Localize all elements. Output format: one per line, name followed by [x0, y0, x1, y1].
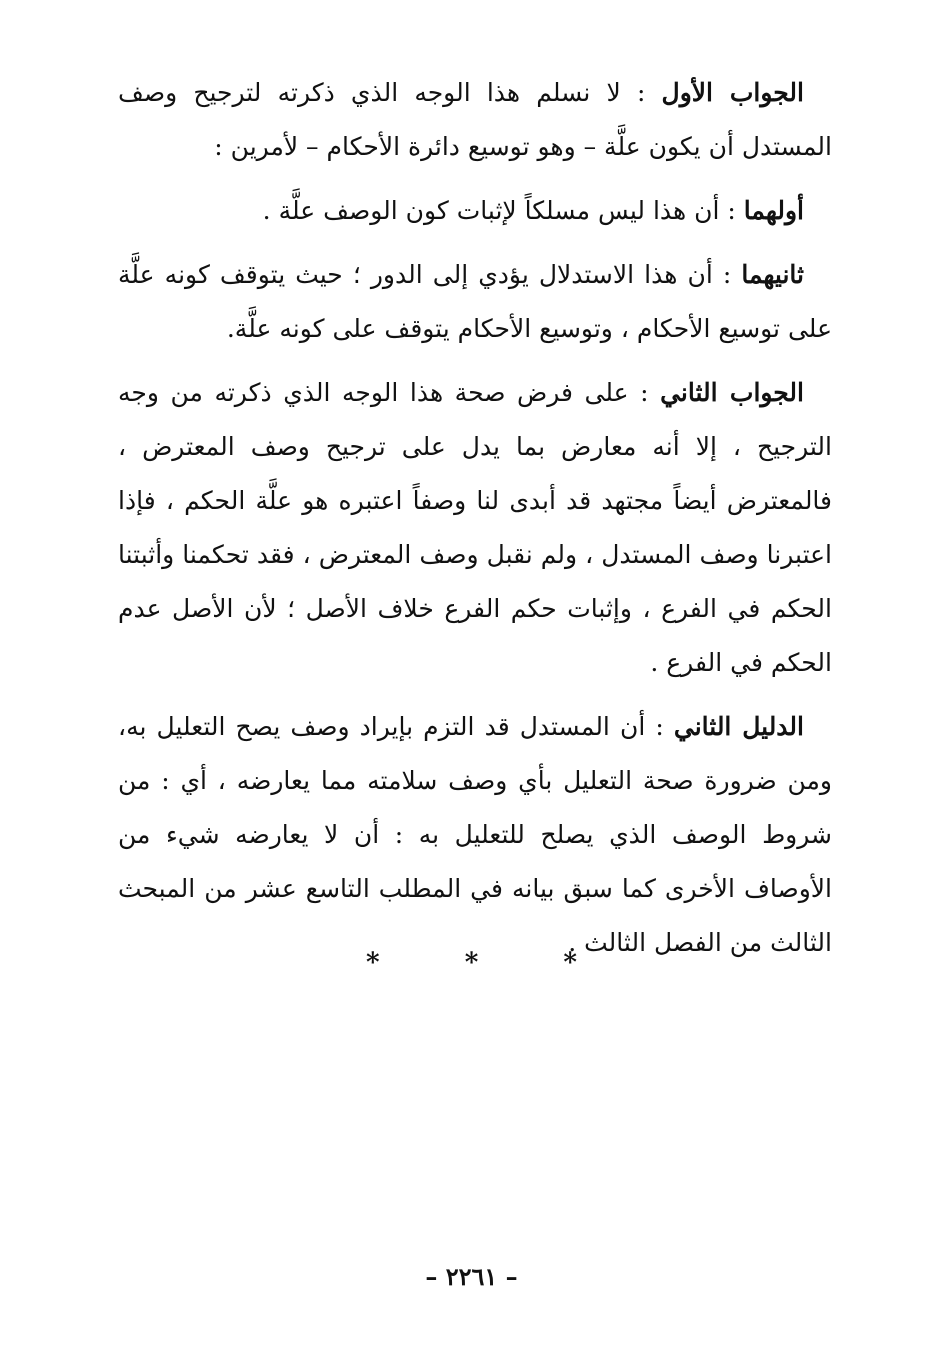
paragraph-heading: ثانيهما [741, 260, 804, 289]
paragraph-text: : أن هذا ليس مسلكاً لإثبات كون الوصف علَّة . [262, 196, 744, 225]
paragraph-text: : أن هذا الاستدلال يؤدي إلى الدور ؛ حيث يتوقف كونه علَّة على توسيع الأحكام ، وتوسيع الأحكام يتوقف على كونه علَّة. [118, 260, 832, 343]
page-body [118, 66, 832, 980]
paragraph-second-reason [118, 248, 832, 356]
paragraph-text: : أن المستدل قد التزم بإيراد وصف يصح التعليل به، ومن ضرورة صحة التعليل بأي وصف سلامته مما يعارضه ، أي : من شروط الوصف الذي يصلح للتعليل به : أن لا يعارضه شيء من الأوصاف الأخرى كما سبق بيانه في المطلب التاسع عشر من المبحث الثالث من الفصل الثالث . [118, 712, 832, 957]
page-number: – ٢٢٦١ – [425, 1262, 518, 1291]
paragraph-first-answer [118, 66, 832, 174]
separator-star: * [563, 948, 577, 978]
paragraph-heading: الجواب الأول [661, 78, 804, 107]
paragraph-heading: الجواب الثاني [660, 378, 805, 407]
paragraph-second-evidence [118, 700, 832, 970]
paragraph-first-reason [118, 184, 832, 238]
separator-star: * [464, 948, 479, 978]
paragraph-heading: أولهما [743, 196, 804, 225]
paragraph-heading: الدليل الثاني [673, 712, 804, 741]
separator-star: * [366, 948, 380, 978]
paragraph-text: : لا نسلم هذا الوجه الذي ذكرته لترجيح وصف المستدل أن يكون علَّة – وهو توسيع دائرة الأحكام – لأمرين : [118, 78, 832, 161]
section-separator [0, 948, 943, 978]
paragraph-second-answer [118, 366, 832, 690]
paragraph-text: : على فرض صحة هذا الوجه الذي ذكرته من وجه الترجيح ، إلا أنه معارض بما يدل على ترجيح وصف المعترض ، فالمعترض أيضاً مجتهد قد أبدى لنا وصفاً اعتبره هو علَّة الحكم ، فإذا اعتبرنا وصف المستدل ، ولم نقبل وصف المعترض ، فقد تحكمنا وأثبتنا الحكم في الفرع ، وإثبات حكم الفرع خلاف الأصل ؛ لأن الأصل عدم الحكم في الفرع . [118, 378, 832, 677]
